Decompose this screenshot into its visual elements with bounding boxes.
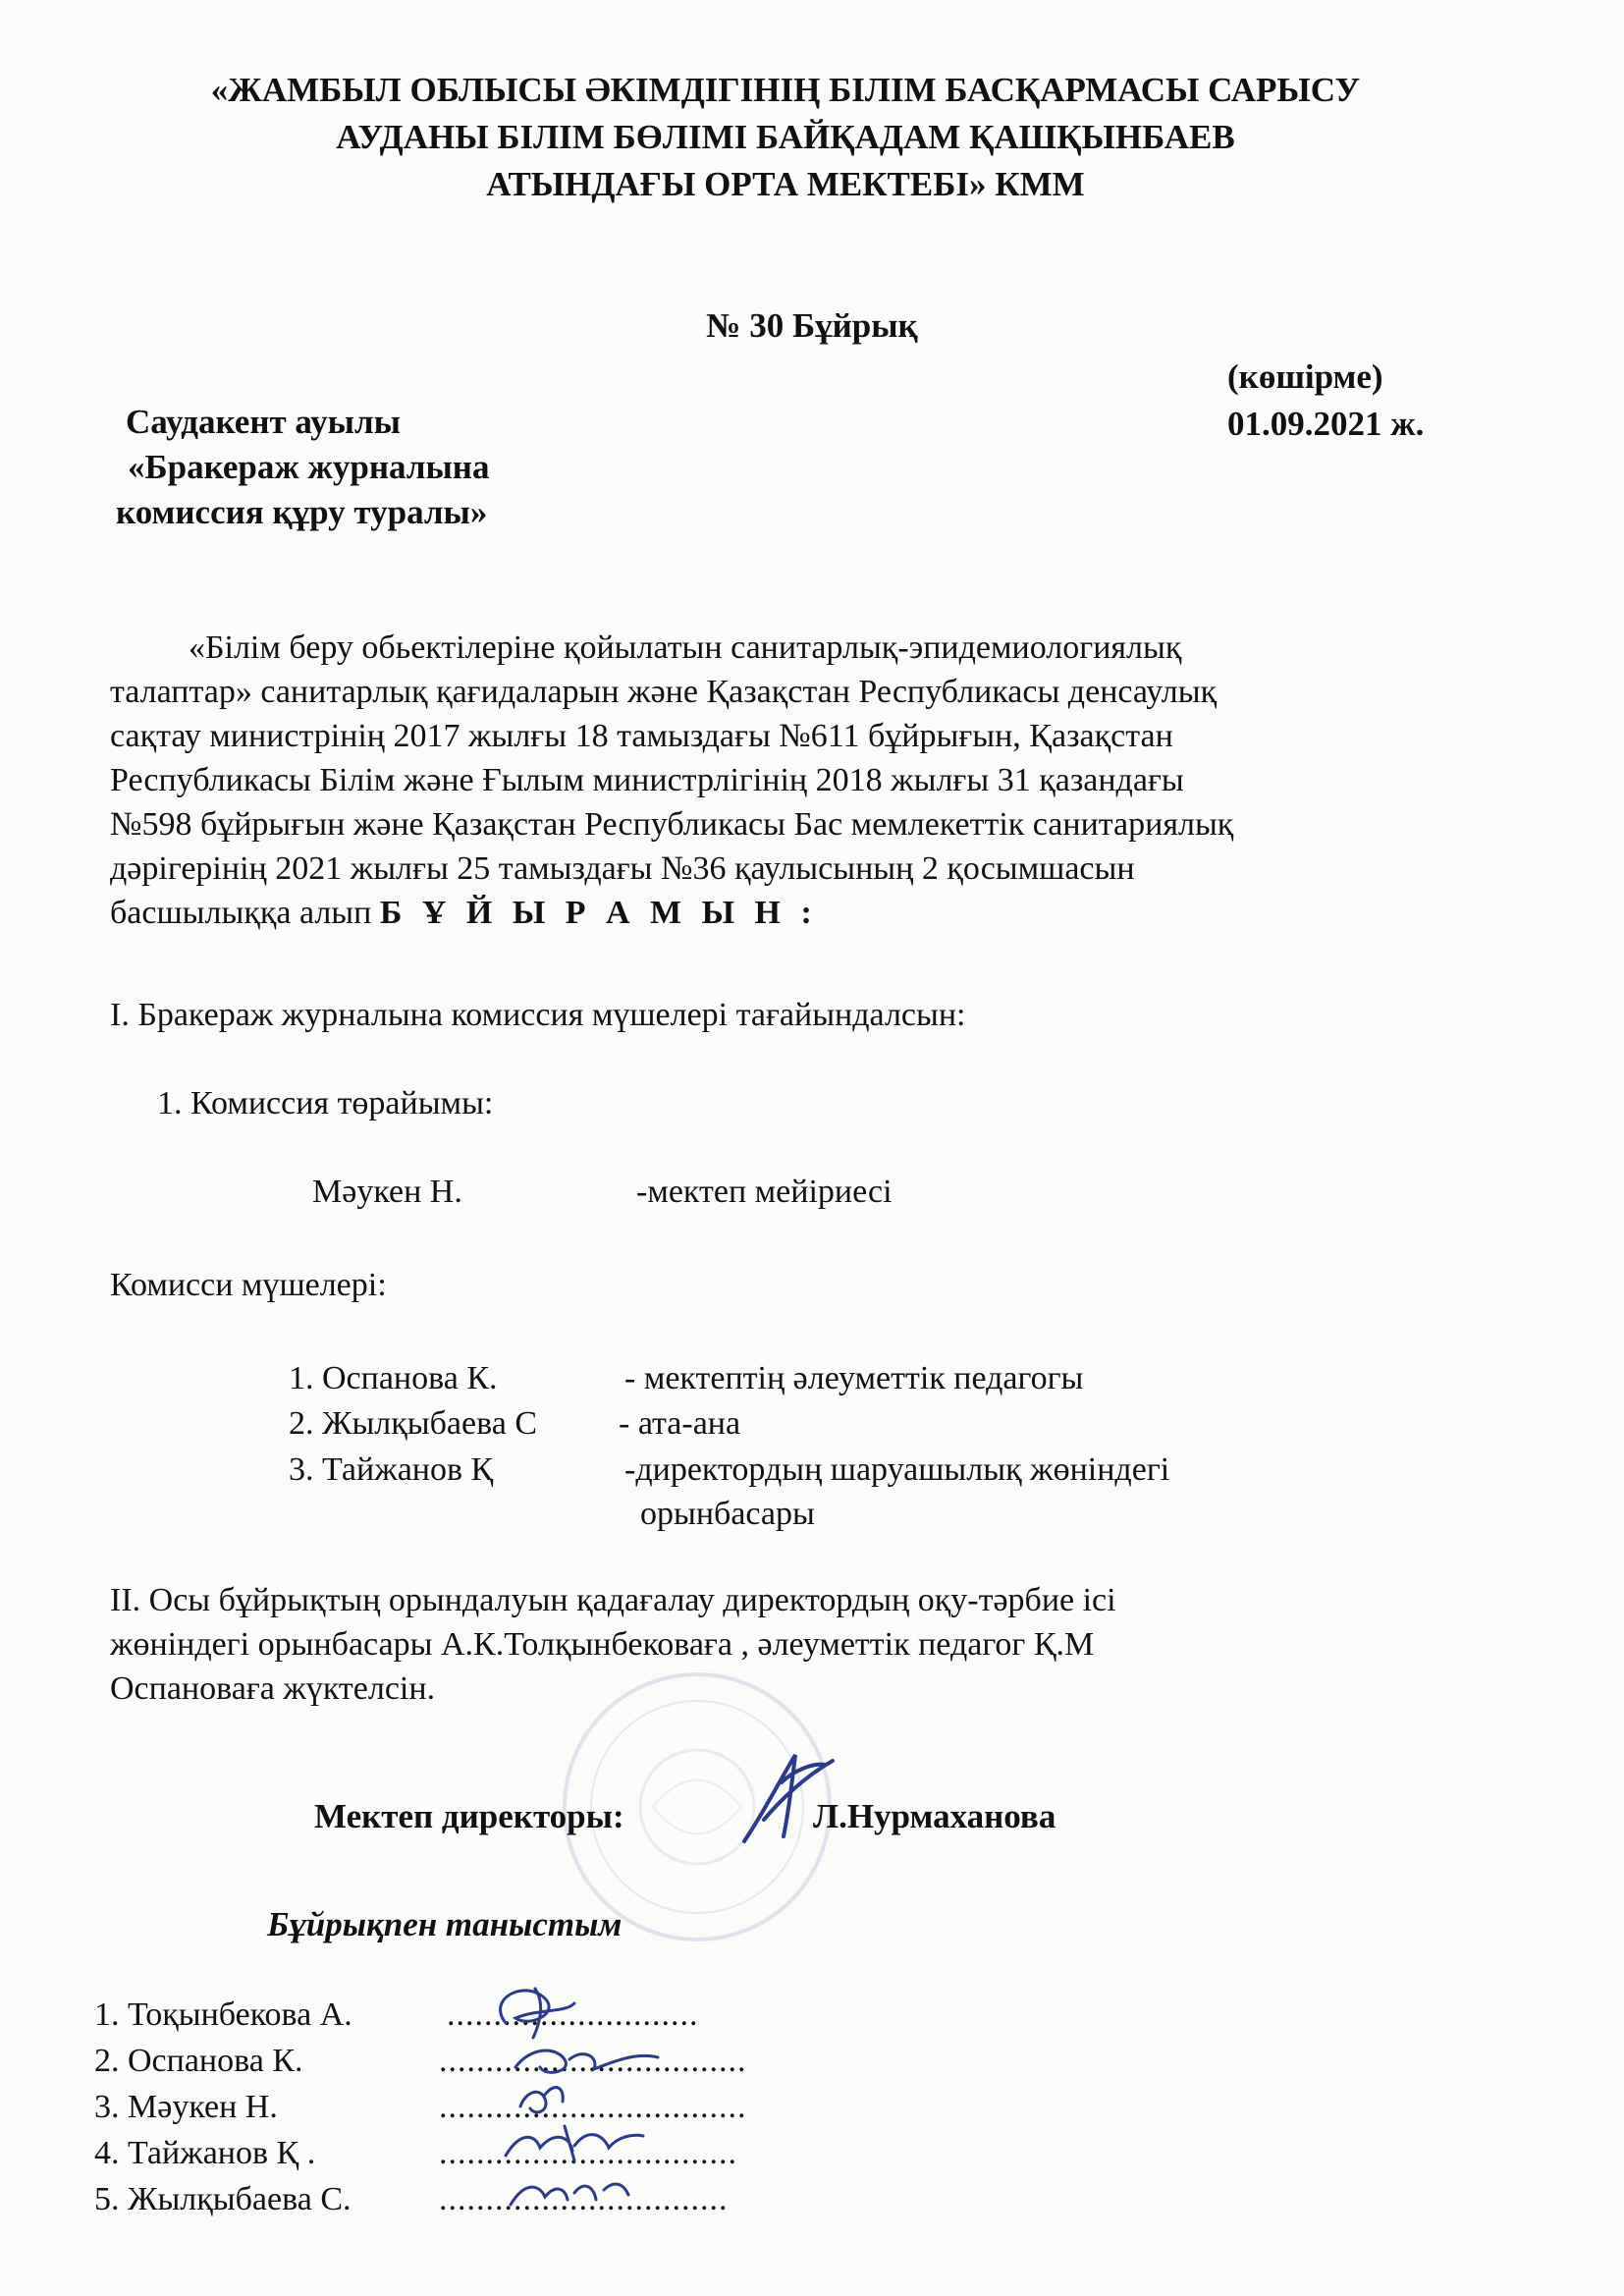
signature-dots: ................................ [439,2135,737,2171]
org-header-line-3: АТЫНДАҒЫ ОРТА МЕКТЕБІ» КММ [486,165,1085,203]
signature-dots: ............................... [439,2181,729,2217]
order-number: № 30 Бұйрық [706,306,918,345]
order-subject-line-2: комиссия құру туралы» [116,493,488,531]
org-header-line-2: АУДАНЫ БІЛІМ БӨЛІМІ БАЙҚАДАМ ҚАШҚЫНБАЕВ [336,118,1235,156]
decree-word: Б Ұ Й Ы Р А М Ы Н : [379,895,818,931]
preamble [110,626,1455,935]
signature-dots: ................................. [439,2043,747,2079]
section-1-title: I. Бракераж журналына комиссия мүшелері тағайындалсын: [110,997,966,1033]
acquainted-name: 1. Тоқынбекова А. [94,1996,352,2033]
handwritten-signatures [447,1969,682,2224]
signature-dots: ........................... [447,1996,699,2033]
member-name: 3. Тайжанов Қ [289,1451,494,1488]
chair-heading: 1. Комиссия төрайымы: [157,1085,494,1121]
copy-mark: (көшірме) [1227,357,1383,396]
org-header-line-1: «ЖАМБЫЛ ОБЛЫСЫ ӘКІМДІГІНІҢ БІЛІМ БАСҚАРМАСЫ САРЫСУ [210,71,1361,109]
signature-dots: ................................. [439,2089,747,2125]
member-role-continued: орынбасары [640,1496,815,1532]
order-date: 01.09.2021 ж. [1227,405,1425,443]
section-2-line-2: жөніндегі орынбасары А.К.Толқынбековаға , әлеуметтік педагог Қ.М [110,1626,1095,1663]
section-2-line-1: II. Осы бұйрықтың орындалуын қадағалау директордың оқу-тәрбие ісі [110,1582,1116,1618]
preamble-line-1: «Білім беру обьектілеріне қойылатын санитарлық-эпидемиологиялық [189,629,1182,666]
preamble-line-4: Республикасы Білім және Ғылым министрлігінің 2018 жылғы 31 қазандағы [110,762,1184,798]
acquainted-name: 2. Оспанова К. [94,2043,303,2079]
member-name: 2. Жылқыбаева С [289,1405,537,1442]
member-role: -директордың шаруашылық жөніндегі [624,1451,1170,1488]
member-role: - ата-ана [619,1405,741,1442]
org-header [98,67,1473,208]
chair-role: -мектеп мейіриесі [636,1174,893,1210]
acquainted-heading: Бұйрықпен таныстым [267,1905,623,1943]
preamble-line-2: талаптар» санитарлық қағидаларын және Қазақстан Республикасы денсаулық [110,674,1218,710]
preamble-line-3: сақтау министрінің 2017 жылғы 18 тамыздағы №611 бұйрығын, Қазақстан [110,718,1173,754]
acquainted-name: 3. Мәукен Н. [94,2089,278,2125]
director-title: Мектеп директоры: [314,1797,624,1835]
members-heading: Комисси мүшелері: [110,1267,387,1303]
section-2-line-3: Оспановаға жүктелсін. [110,1670,436,1707]
acquainted-name: 5. Жылқыбаева С. [94,2181,352,2217]
preamble-last-text: басшылыққа алып [110,895,372,931]
preamble-line-5: №598 бұйрығын және Қазақстан Республикасы Бас мемлекеттік санитариялық [110,806,1234,843]
chair-name: Мәукен Н. [312,1174,462,1210]
order-subject-line-1: «Бракераж журналына [128,448,490,486]
member-role: - мектептің әлеуметтік педагогы [624,1360,1084,1396]
acquainted-name: 4. Тайжанов Қ . [94,2135,316,2171]
preamble-line-7 [110,891,1455,935]
member-name: 1. Оспанова К. [289,1360,498,1396]
preamble-line-6: дәрігерінің 2021 жылғы 25 тамыздағы №36 қаулысының 2 қосымшасын [110,850,1135,887]
director-name: Л.Нурмаханова [813,1797,1056,1835]
order-place: Саудакент ауылы [126,403,401,441]
